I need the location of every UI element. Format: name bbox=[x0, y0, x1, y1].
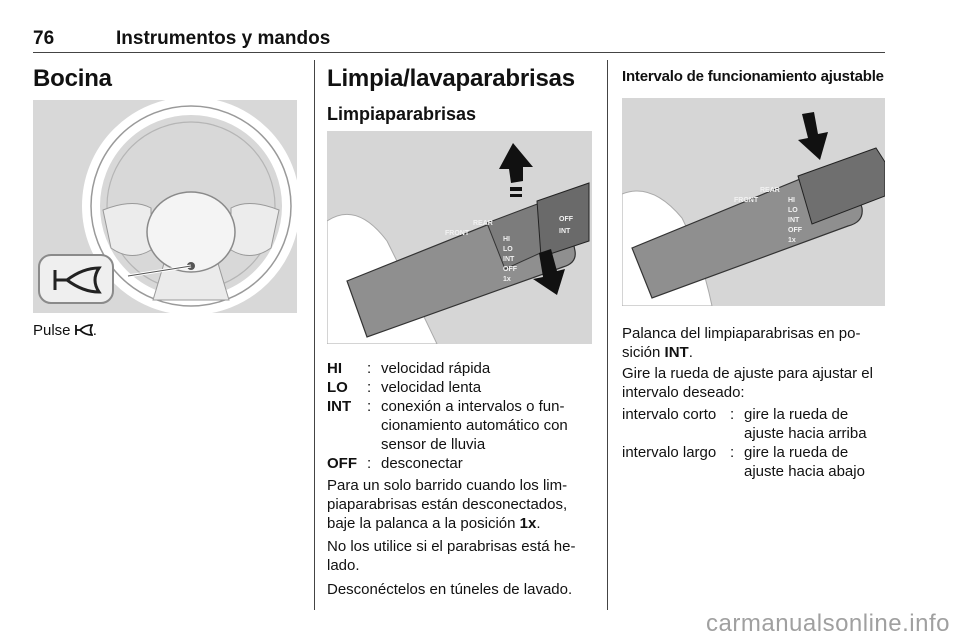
horn-instruction-end: . bbox=[92, 322, 97, 339]
horn-instruction bbox=[33, 321, 97, 340]
section-title: Instrumentos y mandos bbox=[116, 28, 331, 49]
watermark: carmanualsonline.info bbox=[706, 610, 950, 637]
interval-term: intervalo largo bbox=[622, 444, 717, 461]
lever-label-hi: HI bbox=[503, 236, 510, 243]
definition-desc: velocidad lenta bbox=[381, 379, 482, 396]
table-row bbox=[327, 397, 592, 454]
wiper-settings-table bbox=[327, 359, 592, 473]
definition-term: INT bbox=[327, 398, 352, 415]
interval-label-off: OFF bbox=[788, 227, 802, 234]
definition-desc: velocidad rápida bbox=[381, 360, 491, 377]
horn-instruction-text: Pulse bbox=[33, 322, 71, 339]
definition-term: LO bbox=[327, 379, 348, 396]
column-divider-1 bbox=[314, 60, 315, 610]
definition-desc: desconectar bbox=[381, 455, 463, 472]
definition-colon: : bbox=[367, 455, 372, 472]
lever-label-front: FRONT bbox=[445, 230, 470, 237]
definition-colon: : bbox=[730, 406, 735, 423]
car-wash-paragraph: Desconéctelos en túneles de lavado. bbox=[327, 581, 573, 598]
frozen-warning-paragraph: No los utilice si el parabrisas está he- lado. bbox=[327, 538, 576, 574]
lever-label-int: INT bbox=[503, 256, 515, 263]
wipers-subheading: Limpiaparabrisas bbox=[327, 104, 477, 124]
table-row bbox=[622, 443, 890, 481]
single-wipe-paragraph bbox=[327, 476, 597, 533]
definition-colon: : bbox=[367, 398, 372, 415]
definition-term: OFF bbox=[327, 455, 357, 472]
interval-label-int: INT bbox=[788, 217, 800, 224]
steering-wheel-figure bbox=[33, 100, 297, 313]
lever-label-lo: LO bbox=[503, 246, 513, 253]
lever-label-off: OFF bbox=[503, 266, 517, 273]
page-number: 76 bbox=[33, 28, 55, 49]
wiper-lever-illustration bbox=[327, 131, 592, 344]
definition-colon: : bbox=[730, 444, 735, 461]
interval-caption bbox=[622, 324, 885, 362]
rear-ring-label-off: OFF bbox=[559, 216, 573, 223]
single-wipe-end: . bbox=[536, 515, 541, 532]
interval-caption-end: . bbox=[688, 344, 693, 361]
interval-term: intervalo corto bbox=[622, 406, 717, 423]
interval-label-rear: REAR bbox=[760, 187, 780, 194]
column-divider-2 bbox=[607, 60, 608, 610]
definition-desc: conexión a intervalos o fun- cionamiento automático con sensor de lluvia bbox=[381, 398, 568, 453]
interval-instruction: Gire la rueda de ajuste para ajustar el intervalo deseado: bbox=[622, 365, 873, 401]
single-wipe-position: 1x bbox=[519, 515, 537, 532]
single-wipe-text: Para un solo barrido cuando los lim- piaparabrisas están desconectados, baje la palanca a la posición bbox=[327, 477, 568, 532]
header-divider bbox=[33, 52, 885, 53]
interval-lever-illustration bbox=[622, 98, 885, 306]
table-row bbox=[327, 378, 592, 397]
interval-heading: Intervalo de funcionamiento ajustable bbox=[622, 68, 884, 85]
interval-label-hi: HI bbox=[788, 197, 795, 204]
lever-label-1x: 1x bbox=[503, 276, 511, 283]
horn-icon bbox=[75, 324, 93, 336]
wiper-lever-figure bbox=[327, 131, 592, 344]
rear-ring-label-int: INT bbox=[559, 228, 571, 235]
table-row bbox=[622, 405, 890, 443]
table-row bbox=[327, 359, 592, 378]
interval-caption-position: INT bbox=[664, 344, 689, 361]
interval-settings-table bbox=[622, 405, 890, 481]
interval-label-front: FRONT bbox=[734, 197, 759, 204]
interval-caption-text: Palanca del limpiaparabrisas en po- sición bbox=[622, 325, 861, 361]
interval-lever-figure bbox=[622, 98, 885, 306]
lever-label-rear: REAR bbox=[473, 220, 493, 227]
interval-label-1x: 1x bbox=[788, 237, 796, 244]
definition-term: HI bbox=[327, 360, 342, 377]
interval-label-lo: LO bbox=[788, 207, 798, 214]
horn-heading: Bocina bbox=[33, 65, 112, 92]
table-row bbox=[327, 454, 592, 473]
interval-desc: gire la rueda de ajuste hacia abajo bbox=[744, 444, 865, 480]
definition-colon: : bbox=[367, 360, 372, 377]
interval-desc: gire la rueda de ajuste hacia arriba bbox=[744, 406, 867, 442]
wipers-heading: Limpia/lavaparabrisas bbox=[327, 65, 575, 92]
definition-colon: : bbox=[367, 379, 372, 396]
steering-wheel-illustration bbox=[33, 100, 297, 313]
